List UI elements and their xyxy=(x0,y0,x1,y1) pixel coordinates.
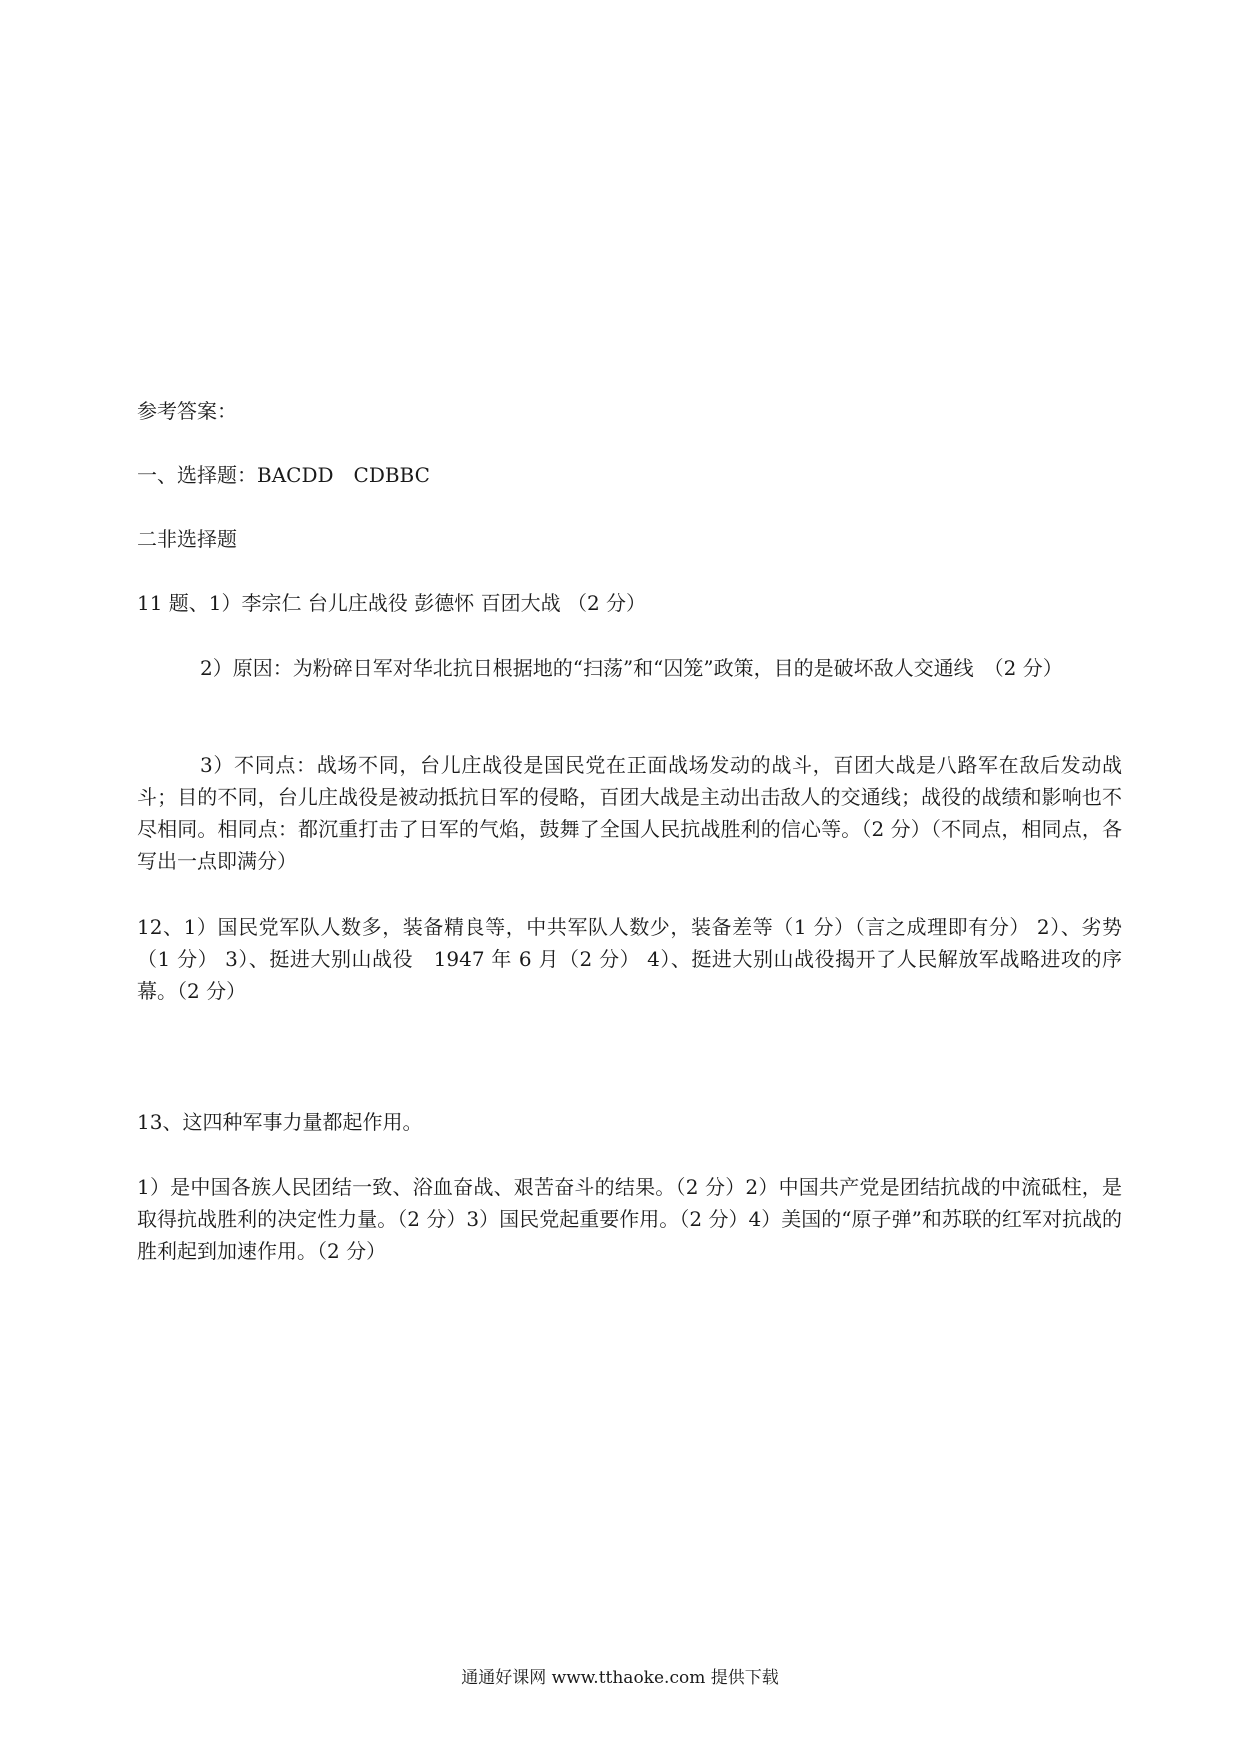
question-13-answer: 1）是中国各族人民团结一致、浴血奋战、艰苦奋斗的结果。（2 分）2）中国共产党是团结抗战的中流砥柱，是取得抗战胜利的决定性力量。（2 分）3）国民党起重要作用。（2 分）4）美国的“原子弹”和苏联的红军对抗战的胜利起到加速作用。（2 分） xyxy=(137,1175,1122,1263)
question-13-intro: 13、这四种军事力量都起作用。 xyxy=(137,1110,423,1134)
question-11-part-2: 2）原因：为粉碎日军对华北抗日根据地的“扫荡”和“囚笼”政策，目的是破坏敌人交通线 （2 分） xyxy=(200,656,1063,680)
answers-heading: 参考答案： xyxy=(137,399,237,423)
question-12-answer: 12、1）国民党军队人数多，装备精良等，中共军队人数少，装备差等（1 分）（言之成理即有分） 2）、劣势（1 分） 3）、挺进大别山战役 1947 年 6 月（2 分） 4）、挺进大别山战役揭开了人民解放军战略进攻的序幕。（2 分） xyxy=(137,915,1122,1003)
footer-source: 通通好课网 www.tthaoke.com 提供下载 xyxy=(461,1668,779,1688)
multiple-choice-answers: 一、选择题：BACDD CDBBC xyxy=(137,463,430,487)
question-11-part-1: 11 题、1）李宗仁 台儿庄战役 彭德怀 百团大战 （2 分） xyxy=(137,591,647,615)
question-11-part-3: 3）不同点：战场不同，台儿庄战役是国民党在正面战场发动的战斗，百团大战是八路军在敌后发动战斗；目的不同，台儿庄战役是被动抵抗日军的侵略，百团大战是主动出击敌人的交通线；战役的战绩和影响也不尽相同。相同点：都沉重打击了日军的气焰，鼓舞了全国人民抗战胜利的信心等。（2 分）（不同点，相同点，各写出一点即满分） xyxy=(137,753,1122,873)
non-choice-heading: 二非选择题 xyxy=(137,527,237,551)
